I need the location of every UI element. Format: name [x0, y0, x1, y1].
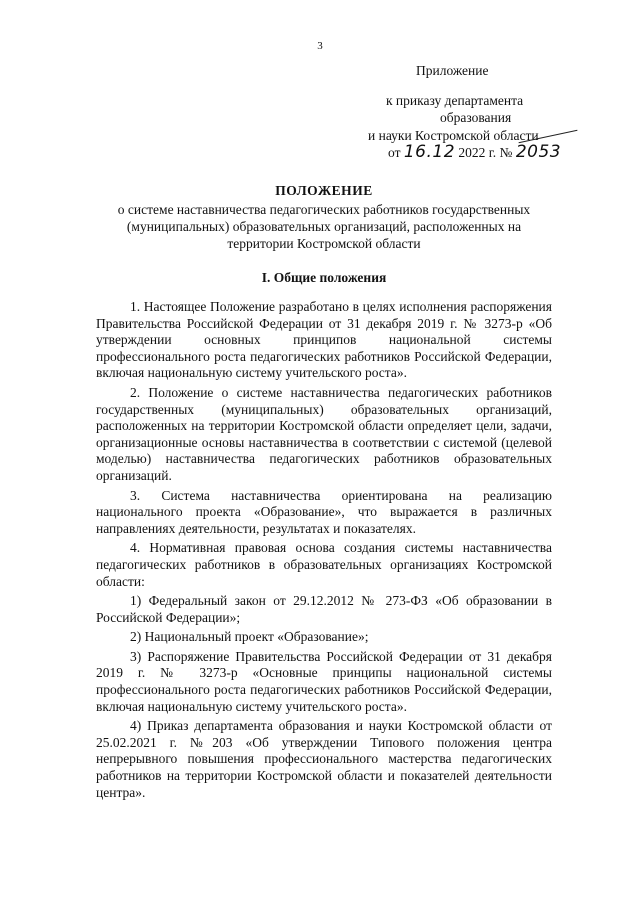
list-item: 3) Распоряжение Правительства Российской Федерации от 31 декабря 2019 г. № 3273-р «Основные принципы национальной системы профессионального роста педагогических работников Российской Федерации, включая национальную систему учительского роста».	[96, 648, 552, 714]
appendix-title: Приложение	[416, 63, 489, 78]
date-prefix: от	[388, 145, 401, 160]
document-subtitle: о системе наставничества педагогических работников государственных (муниципальных) образовательных организаций, расположенных на территории Костромской области	[117, 202, 531, 251]
list-item: 2) Национальный проект «Образование»;	[130, 629, 369, 645]
appendix-line-3: и науки Костромской области	[368, 127, 539, 143]
appendix-line-1: к приказу департамента	[386, 92, 524, 108]
paragraph: 2. Положение о системе наставничества педагогических работников государственных (муниципальных) образовательных организаций, расположенных на территории Костромской области определяет цели, задачи, организационные основы наставничества в соответствии с системой (целевой моделью) наставничества педагогических работников образовательных организаций.	[96, 384, 552, 483]
document-title: ПОЛОЖЕНИЕ	[275, 183, 373, 198]
year-number-label: 2022 г. №	[458, 145, 513, 160]
appendix-line-2: образования	[440, 110, 512, 125]
document-body	[96, 299, 552, 804]
list-item: 1) Федеральный закон от 29.12.2012 № 273-ФЗ «Об образовании в Российской Федерации»;	[96, 593, 552, 625]
page-number: 3	[317, 40, 323, 52]
handwritten-date: 16.12	[403, 142, 456, 162]
handwritten-number: 2053	[515, 142, 562, 162]
document-title-block	[96, 182, 552, 252]
paragraph: 3. Система наставничества ориентирована на реализацию национального проекта «Образование», что выражается в различных направлениях деятельности, результатах и показателях.	[96, 487, 552, 536]
paragraph: 4. Нормативная правовая основа создания системы наставничества педагогических работников в образовательных организациях Костромской области:	[96, 540, 552, 589]
list-item: 4) Приказ департамента образования и науки Костромской области от 25.02.2021 г. №203 «Об утверждении Типового положения центра непрерывного повышения профессионального мастерства педагогических работников на территории Костромской области и показателей деятельности центра».	[96, 718, 552, 800]
appendix-date-line	[368, 144, 578, 162]
section-heading: I. Общие положения	[261, 270, 387, 285]
paragraph: 1. Настоящее Положение разработано в целях исполнения распоряжения Правительства Российской Федерации от 31 декабря 2019 г. № 3273-р «Об утверждении основных принципов национальной системы профессионального роста педагогических работников Российской Федерации, включая национальную систему учительского роста».	[96, 299, 552, 381]
appendix-block	[368, 62, 578, 162]
